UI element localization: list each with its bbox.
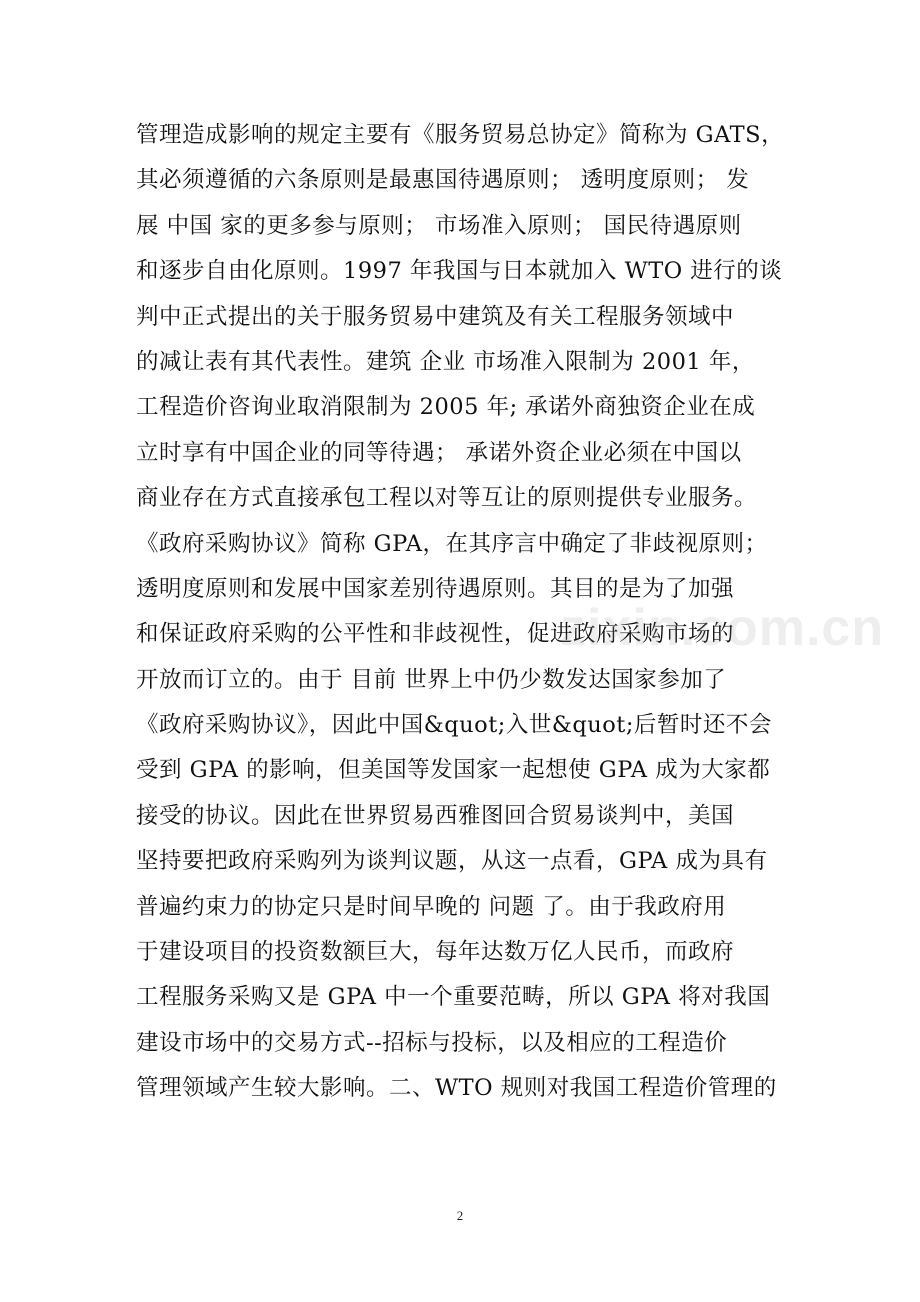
text-line: 接受的协议。因此在世界贸易西雅图回合贸易谈判中，美国 bbox=[136, 802, 735, 829]
text-line: 展 中国 家的更多参与原则； 市场准入原则； 国民待遇原则 bbox=[136, 212, 742, 239]
watermark: zixin.com.cn bbox=[560, 599, 885, 657]
text-line: 和逐步自由化原则。1997 年我国与日本就加入 WTO 进行的谈 bbox=[136, 258, 783, 285]
text-line: 普遍约束力的协定只是时间早晚的 问题 了。由于我政府用 bbox=[136, 893, 727, 920]
text-line: 立时享有中国企业的同等待遇； 承诺外资企业必须在中国以 bbox=[136, 439, 742, 466]
text-line: 建设市场中的交易方式--招标与投标，以及相应的工程造价 bbox=[136, 1029, 728, 1056]
text-line: 的减让表有其代表性。建筑 企业 市场准入限制为 2001 年， bbox=[136, 348, 755, 375]
text-line: 《政府采购协议》，因此中国&quot;入世&quot;后暂时还不会 bbox=[136, 712, 772, 739]
text-line: 管理领域产生较大影响。二、WTO 规则对我国工程造价管理的 bbox=[136, 1075, 777, 1102]
text-line: 坚持要把政府采购列为谈判议题，从这一点看，GPA 成为具有 bbox=[136, 848, 768, 875]
text-line: 其必须遵循的六条原则是最惠国待遇原则； 透明度原则； 发 bbox=[136, 167, 750, 194]
text-line: 管理造成影响的规定主要有《服务贸易总协定》简称为 GATS， bbox=[136, 122, 785, 148]
body-text bbox=[136, 113, 796, 1112]
text-line: 工程服务采购又是 GPA 中一个重要范畴，所以 GPA 将对我国 bbox=[136, 984, 771, 1011]
text-line: 和保证政府采购的公平性和非歧视性，促进政府采购市场的 bbox=[136, 621, 735, 648]
page-number: 2 bbox=[456, 1208, 464, 1223]
text-line: 商业存在方式直接承包工程以对等互让的原则提供专业服务。 bbox=[136, 485, 758, 512]
text-line: 判中正式提出的关于服务贸易中建筑及有关工程服务领域中 bbox=[136, 303, 735, 330]
text-line: 工程造价咨询业取消限制为 2005 年; 承诺外商独资企业在成 bbox=[136, 394, 756, 421]
text-line: 受到 GPA 的影响，但美国等发国家一起想使 GPA 成为大家都 bbox=[136, 757, 771, 784]
text-line: 于建设项目的投资数额巨大，每年达数万亿人民币，而政府 bbox=[136, 939, 735, 966]
text-line: 《政府采购协议》简称 GPA，在其序言中确定了非歧视原则； bbox=[136, 530, 768, 557]
text-line: 透明度原则和发展中国家差别待遇原则。其目的是为了加强 bbox=[136, 575, 735, 602]
text-line: 开放而订立的。由于 目前 世界上中仍少数发达国家参加了 bbox=[136, 666, 727, 693]
